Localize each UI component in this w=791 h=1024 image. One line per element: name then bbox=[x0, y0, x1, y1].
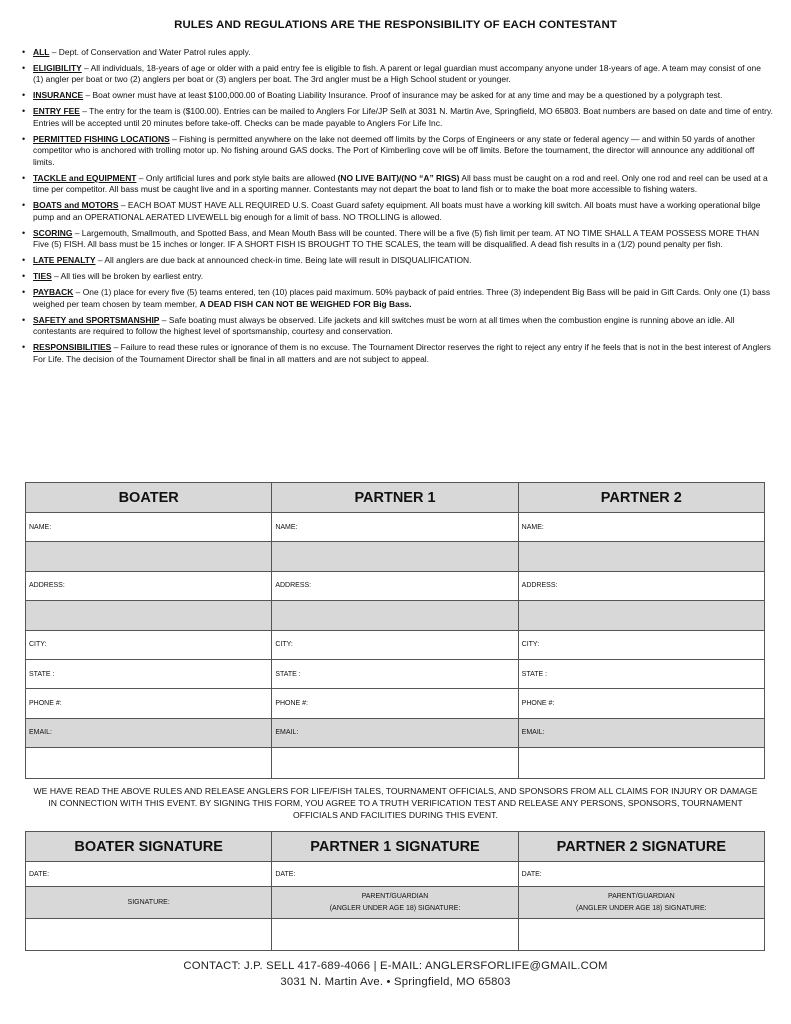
bullet-icon: • bbox=[22, 271, 26, 282]
rule-payback bbox=[23, 287, 773, 310]
partner1-state-field[interactable]: STATE : bbox=[272, 659, 518, 688]
rule-insurance bbox=[23, 90, 773, 102]
rule-safety-and-sportsmanship bbox=[23, 315, 773, 338]
bullet-icon: • bbox=[22, 47, 26, 57]
partner2-email-field[interactable]: EMAIL: bbox=[518, 718, 764, 747]
rule-text: All bass must be caught on a rod and reel. Only one rod and reel can be used at a time per competitor. All bass must be caught live and in a sporting manner. Contestants may not depart the boat to land fish or to make the boat more accessible to fishing waters. bbox=[33, 172, 768, 195]
rule-text: – One (1) place for every five (5) teams entered, ten (10) places paid maximum. 50% payback of paid entries. Three (3) independent Big Bass will be paid in Gift Cards. Only one (1) bass weighed per team chosen by team member, bbox=[33, 287, 771, 309]
rule-key: ALL bbox=[33, 47, 50, 57]
rule-text: – Dept. of Conservation and Water Patrol rules apply. bbox=[49, 47, 251, 57]
rule-key: ENTRY FEE bbox=[33, 106, 80, 117]
partner2-guardian-label bbox=[518, 887, 764, 919]
bullet-icon: • bbox=[22, 200, 26, 211]
column-header-partner-1-signature: PARTNER 1 SIGNATURE bbox=[272, 832, 518, 862]
rule-entry-fee bbox=[23, 106, 773, 129]
bullet-icon: • bbox=[22, 172, 26, 183]
rule-text: – EACH BOAT MUST HAVE ALL REQUIRED U.S. Coast Guard safety equipment. All boats must have a working kill switch. All boats must have a working operational bilge pump and an OPERATIONAL AERATED LIVEWELL big enough for a limit of bass. NO TROLLING is allowed. bbox=[33, 200, 761, 222]
rule-text: – Largemouth, Smallmouth, and Spotted Bass, and Mean Mouth Bass will be counted. There will be a five (5) fish limit per team. AT NO TIME SHALL A TEAM POSSESS MORE THAN Five (5) FISH. All bass must be 15 inches or longer. IF A SHORT FISH IS BROUGHT TO THE SCALES, the team will be disqualified. A dead fish results in a (1/2) pound penalty per fish. bbox=[33, 227, 760, 250]
bullet-icon: • bbox=[22, 227, 26, 238]
rule-bold-text: (NO LIVE BAIT)/(NO “A” RIGS) bbox=[337, 172, 460, 183]
page-title: RULES AND REGULATIONS ARE THE RESPONSIBILITY OF EACH CONTESTANT bbox=[174, 19, 617, 31]
signature-table bbox=[25, 831, 765, 951]
bullet-icon: • bbox=[22, 255, 26, 266]
guardian-label-line2: (ANGLER UNDER AGE 18) SIGNATURE: bbox=[329, 904, 461, 912]
rule-eligibility bbox=[23, 63, 773, 86]
partner1-city-field[interactable]: CITY: bbox=[272, 630, 518, 659]
boater-name-field[interactable]: NAME: bbox=[26, 513, 272, 542]
boater-date-field[interactable]: DATE: bbox=[26, 862, 272, 887]
boater-phone-field[interactable]: PHONE #: bbox=[26, 689, 272, 718]
rule-text: – Fishing is permitted anywhere on the lake not deemed off limits by the Corps of Engineers or any state or federal agency — and within 50 yards of another competitor who is anchored with trolling motor up. No fishing around GAS docks. The Port of Kimberling cove will be off limits. Before the tournament, the director will announce any additional off limits. bbox=[33, 133, 755, 167]
boater-email-extra-field[interactable] bbox=[26, 748, 272, 779]
boater-signature-field[interactable] bbox=[26, 919, 272, 951]
rule-text: – The entry for the team is ($100.00). Entries can be mailed to Anglers For Life/JP Sell\ at 3031 N. Martin Ave, Springfield, MO 65803. Boat numbers are based on date and time of entry. Entries will be accepted until 20 minutes before take-off. Checks can be made payable to Anglers For Life Inc. bbox=[33, 106, 773, 128]
guardian-label-line2: (ANGLER UNDER AGE 18) SIGNATURE: bbox=[576, 904, 707, 912]
rule-late-penalty bbox=[23, 255, 773, 267]
partner1-email-field[interactable]: EMAIL: bbox=[272, 718, 518, 747]
rule-key: PERMITTED FISHING LOCATIONS bbox=[33, 133, 170, 144]
bullet-icon: • bbox=[22, 314, 26, 325]
rule-tackle-and-equipment bbox=[23, 173, 773, 196]
column-header-boater-signature: BOATER SIGNATURE bbox=[26, 832, 272, 862]
partner2-address-extra-field[interactable] bbox=[518, 601, 764, 630]
partner1-guardian-label bbox=[272, 887, 518, 919]
partner2-name-extra-field[interactable] bbox=[518, 542, 764, 571]
rule-key: SCORING bbox=[33, 227, 73, 238]
partner2-address-field[interactable]: ADDRESS: bbox=[518, 571, 764, 600]
column-header-partner-2: PARTNER 2 bbox=[518, 483, 764, 513]
partner1-address-field[interactable]: ADDRESS: bbox=[272, 571, 518, 600]
rule-bold-text: A DEAD FISH CAN NOT BE WEIGHED FOR Big Bass. bbox=[199, 298, 412, 309]
entry-form-table bbox=[25, 482, 765, 779]
rule-text: – All individuals, 18-years of age or older with a paid entry fee is eligible to fish. A parent or legal guardian must accompany anyone under 18-years of age. A team may consist of one (1) angler per boat or two (2) anglers per boat or (3) anglers per boat. The 3rd angler must be a High School student or younger. bbox=[33, 62, 761, 85]
rule-text: – All ties will be broken by earliest entry. bbox=[51, 271, 204, 282]
release-statement: WE HAVE READ THE ABOVE RULES AND RELEASE ANGLERS FOR LIFE/FISH TALES, TOURNAMENT OFFICIALS, AND SPONSORS FROM ALL CLAIMS FOR INJURY OR DAMAGE IN CONNECTION WITH THIS EVENT. BY SIGNING THIS FORM, YOU AGREE TO A TRUTH VERIFICATION TEST AND RELEASE ANY PERSONS, SPONSORS, TOURNAMENT OFFICIALS AND FACILITIES DURING THIS EVENT. bbox=[33, 786, 758, 820]
boater-address-extra-field[interactable] bbox=[26, 601, 272, 630]
partner2-state-field[interactable]: STATE : bbox=[518, 659, 764, 688]
boater-email-field[interactable]: EMAIL: bbox=[26, 718, 272, 747]
contact-footer bbox=[0, 958, 791, 990]
partner1-address-extra-field[interactable] bbox=[272, 601, 518, 630]
boater-signature-label bbox=[26, 887, 272, 919]
rule-key: PAYBACK bbox=[33, 287, 74, 298]
partner1-name-extra-field[interactable] bbox=[272, 542, 518, 571]
rule-text: – Only artificial lures and pork style baits are allowed bbox=[136, 172, 338, 183]
rule-all bbox=[23, 47, 773, 59]
partner2-name-field[interactable]: NAME: bbox=[518, 513, 764, 542]
rule-permitted-fishing-locations bbox=[23, 134, 773, 169]
address-line: 3031 N. Martin Ave. • Springfield, MO 65803 bbox=[280, 976, 511, 988]
partner1-date-field[interactable]: DATE: bbox=[272, 862, 518, 887]
rule-scoring bbox=[23, 228, 773, 251]
partner1-email-extra-field[interactable] bbox=[272, 748, 518, 779]
rule-boats-and-motors bbox=[23, 200, 773, 223]
rule-key: INSURANCE bbox=[33, 90, 84, 101]
boater-state-field[interactable]: STATE : bbox=[26, 659, 272, 688]
rule-text: – Failure to read these rules or ignorance of them is no excuse. The Tournament Director reserves the right to reject any entry if he feels that is not in the best interest of Anglers For Life. The decision of the Tournament Director shall be final in all matters and are not subject to appeal. bbox=[33, 342, 771, 364]
rule-text: – All anglers are due back at announced check-in time. Being late will result in DISQUALIFICATION. bbox=[95, 255, 472, 266]
rule-key: TIES bbox=[33, 271, 52, 282]
rule-key: BOATS and MOTORS bbox=[33, 200, 119, 211]
partner1-name-field[interactable]: NAME: bbox=[272, 513, 518, 542]
boater-address-field[interactable]: ADDRESS: bbox=[26, 571, 272, 600]
partner2-guardian-signature-field[interactable] bbox=[518, 919, 764, 951]
rule-key: RESPONSIBILITIES bbox=[33, 342, 112, 353]
contact-line: CONTACT: J.P. SELL 417-689-4066 | E-MAIL: ANGLERSFORLIFE@GMAIL.COM bbox=[183, 960, 608, 972]
bullet-icon: • bbox=[22, 106, 26, 117]
signature-label: SIGNATURE: bbox=[127, 898, 170, 906]
rule-text: – Safe boating must always be observed. Life jackets and kill switches must be worn at all times when the combustion engine is running above an idle. All contestants are required to follow the highest level of sportsmanship, courtesy and conservation. bbox=[33, 314, 735, 337]
column-header-partner-1: PARTNER 1 bbox=[272, 483, 518, 513]
rule-key: LATE PENALTY bbox=[33, 255, 96, 266]
column-header-boater: BOATER bbox=[26, 483, 272, 513]
boater-city-field[interactable]: CITY: bbox=[26, 630, 272, 659]
rule-ties bbox=[23, 271, 773, 283]
partner1-phone-field[interactable]: PHONE #: bbox=[272, 689, 518, 718]
bullet-icon: • bbox=[22, 287, 26, 298]
bullet-icon: • bbox=[22, 342, 26, 353]
guardian-label-line1: PARENT/GUARDIAN bbox=[361, 892, 429, 900]
partner2-city-field[interactable]: CITY: bbox=[518, 630, 764, 659]
rules-list bbox=[23, 47, 773, 370]
rule-responsibilities bbox=[23, 342, 773, 365]
bullet-icon: • bbox=[22, 90, 26, 101]
rule-text: – Boat owner must have at least $100,000.00 of Boating Liability Insurance. Proof of insurance may be asked for at any time and may be a questioned by a polygraph test. bbox=[83, 90, 723, 101]
partner2-email-extra-field[interactable] bbox=[518, 748, 764, 779]
column-header-partner-2-signature: PARTNER 2 SIGNATURE bbox=[518, 832, 764, 862]
guardian-label-line1: PARENT/GUARDIAN bbox=[607, 892, 675, 900]
bullet-icon: • bbox=[22, 62, 26, 73]
rule-key: ELIGIBILITY bbox=[33, 62, 82, 73]
boater-name-extra-field[interactable] bbox=[26, 542, 272, 571]
partner1-guardian-signature-field[interactable] bbox=[272, 919, 518, 951]
rule-key: TACKLE and EQUIPMENT bbox=[33, 172, 137, 183]
partner2-date-field[interactable]: DATE: bbox=[518, 862, 764, 887]
bullet-icon: • bbox=[22, 133, 26, 144]
partner2-phone-field[interactable]: PHONE #: bbox=[518, 689, 764, 718]
rule-key: SAFETY and SPORTSMANSHIP bbox=[33, 314, 160, 325]
